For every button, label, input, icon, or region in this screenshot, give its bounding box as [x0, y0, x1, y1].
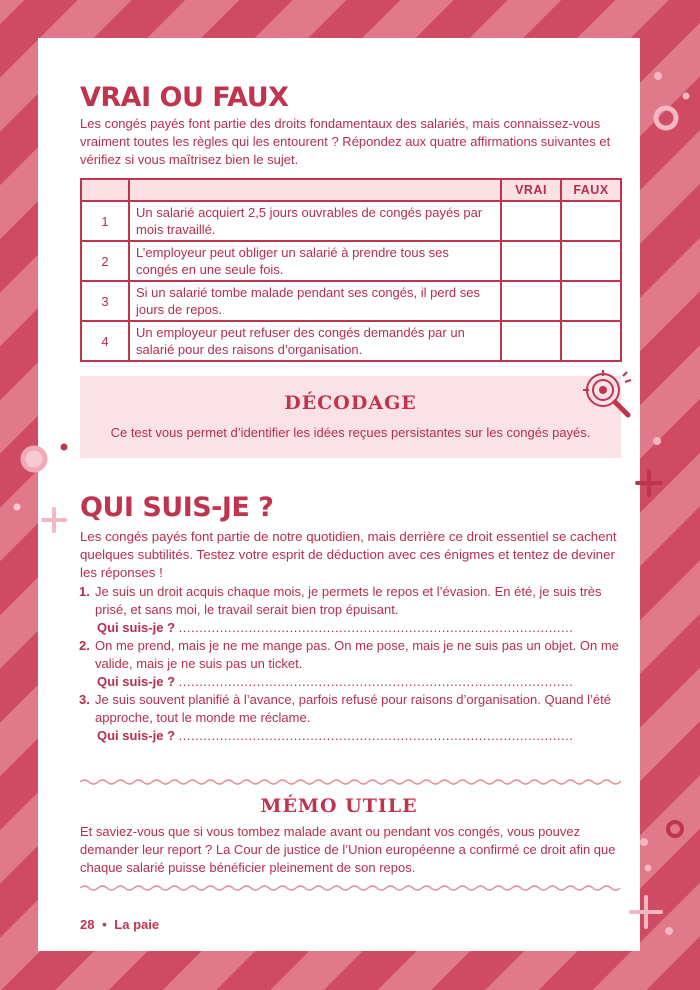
dot-icon	[650, 68, 666, 84]
table-row	[81, 241, 621, 281]
decodage-title: DÉCODAGE	[284, 392, 417, 414]
table-row	[81, 281, 621, 321]
wave-divider-top	[80, 778, 621, 786]
row-number: 4	[81, 321, 129, 361]
header-faux: FAUX	[561, 179, 621, 201]
riddle-text: Je suis un droit acquis chaque mois, je permets le repos et l’évasion. En été, je suis très prisé, et sans moi, le travail serait bien trop épuisant.	[95, 584, 602, 617]
faux-checkbox[interactable]	[561, 281, 621, 321]
decodage-panel	[80, 376, 621, 458]
row-number: 1	[81, 201, 129, 241]
riddle-text: Je suis souvent planifié à l’avance, parfois refusé pour raisons d’organisation. Quand l’été approche, tout le monde me réclame.	[95, 692, 611, 725]
dot-icon	[58, 441, 70, 453]
answer-prompt: Qui suis-je ?	[97, 620, 176, 635]
qui-suis-je-intro: Les congés payés font partie de notre quotidien, mais derrière ce droit essentiel se cachent quelques subtilités. Testez votre esprit de déduction avec ces énigmes et tentez de deviner les réponses !	[80, 529, 617, 580]
plus-icon	[40, 506, 68, 534]
dot-icon	[637, 835, 651, 849]
answer-dots: ................................................................................................	[178, 728, 574, 743]
riddle-list	[79, 583, 624, 745]
dot-icon	[678, 88, 694, 104]
row-number: 3	[81, 281, 129, 321]
page	[38, 38, 640, 951]
wave-divider-bottom	[80, 884, 621, 892]
dot-icon	[10, 500, 24, 514]
memo-title: MÉMO UTILE	[260, 795, 418, 817]
list-item	[79, 637, 624, 691]
riddle-number: 1.	[79, 584, 90, 599]
answer-dots: ................................................................................................	[178, 674, 574, 689]
plus-icon	[634, 468, 664, 498]
dot-icon	[650, 434, 664, 448]
riddle-number: 2.	[79, 638, 90, 653]
row-number: 2	[81, 241, 129, 281]
table-row	[81, 321, 621, 361]
answer-dots: ................................................................................................	[178, 620, 574, 635]
answer-line[interactable]	[95, 619, 624, 637]
row-statement: Si un salarié tombe malade pendant ses congés, il perd ses jours de repos.	[129, 281, 501, 321]
faux-checkbox[interactable]	[561, 241, 621, 281]
answer-prompt: Qui suis-je ?	[97, 674, 176, 689]
answer-prompt: Qui suis-je ?	[97, 728, 176, 743]
row-statement: Un employeur peut refuser des congés demandés par un salarié pour des raisons d’organisation.	[129, 321, 501, 361]
header-num	[81, 179, 129, 201]
list-item	[79, 691, 624, 745]
ring-icon	[652, 104, 680, 132]
ring-icon	[664, 818, 686, 840]
table-row	[81, 201, 621, 241]
magnifier-target-icon	[581, 368, 635, 422]
riddle-number: 3.	[79, 692, 90, 707]
vrai-ou-faux-title: VRAI OU FAUX	[80, 82, 289, 113]
dot-icon	[642, 862, 654, 874]
decodage-text: Ce test vous permet d’identifier les idées reçues persistantes sur les congés payés.	[110, 425, 591, 440]
page-number: 28	[80, 917, 95, 932]
section-name: La paie	[114, 917, 160, 932]
answer-line[interactable]	[95, 673, 624, 691]
header-vrai: VRAI	[501, 179, 561, 201]
footer-separator: •	[102, 917, 107, 932]
vrai-checkbox[interactable]	[501, 201, 561, 241]
qui-suis-je-title: QUI SUIS-JE ?	[80, 492, 274, 523]
vrai-checkbox[interactable]	[501, 321, 561, 361]
true-false-table	[80, 178, 622, 362]
row-statement: Un salarié acquiert 2,5 jours ouvrables de congés payés par mois travaillé.	[129, 201, 501, 241]
riddle-text: On me prend, mais je ne me mange pas. On me pose, mais je ne suis pas un objet. On me valide, mais je ne suis pas un ticket.	[95, 638, 619, 671]
vrai-checkbox[interactable]	[501, 241, 561, 281]
vrai-ou-faux-intro: Les congés payés font partie des droits fondamentaux des salariés, mais connaissez-vous vraiment toutes les règles qui les entourent ? Répondez aux quatre affirmations suivantes et vérifiez si vous maîtrisez bien le sujet.	[80, 116, 611, 167]
table-header-row	[81, 179, 621, 201]
faux-checkbox[interactable]	[561, 321, 621, 361]
ring-icon	[18, 443, 50, 475]
memo-text: Et saviez-vous que si vous tombez malade avant ou pendant vos congés, vous pouvez demander leur report ? La Cour de justice de l’Union européenne a confirmé ce droit afin que chaque salarié puisse bénéficier pleinement de son repos.	[80, 824, 616, 875]
answer-line[interactable]	[95, 727, 624, 745]
faux-checkbox[interactable]	[561, 201, 621, 241]
header-statement	[129, 179, 501, 201]
row-statement: L’employeur peut obliger un salarié à prendre tous ses congés en une seule fois.	[129, 241, 501, 281]
dot-icon	[662, 924, 676, 938]
page-footer	[80, 917, 159, 932]
list-item	[79, 583, 624, 637]
vrai-checkbox[interactable]	[501, 281, 561, 321]
plus-icon	[628, 894, 664, 930]
